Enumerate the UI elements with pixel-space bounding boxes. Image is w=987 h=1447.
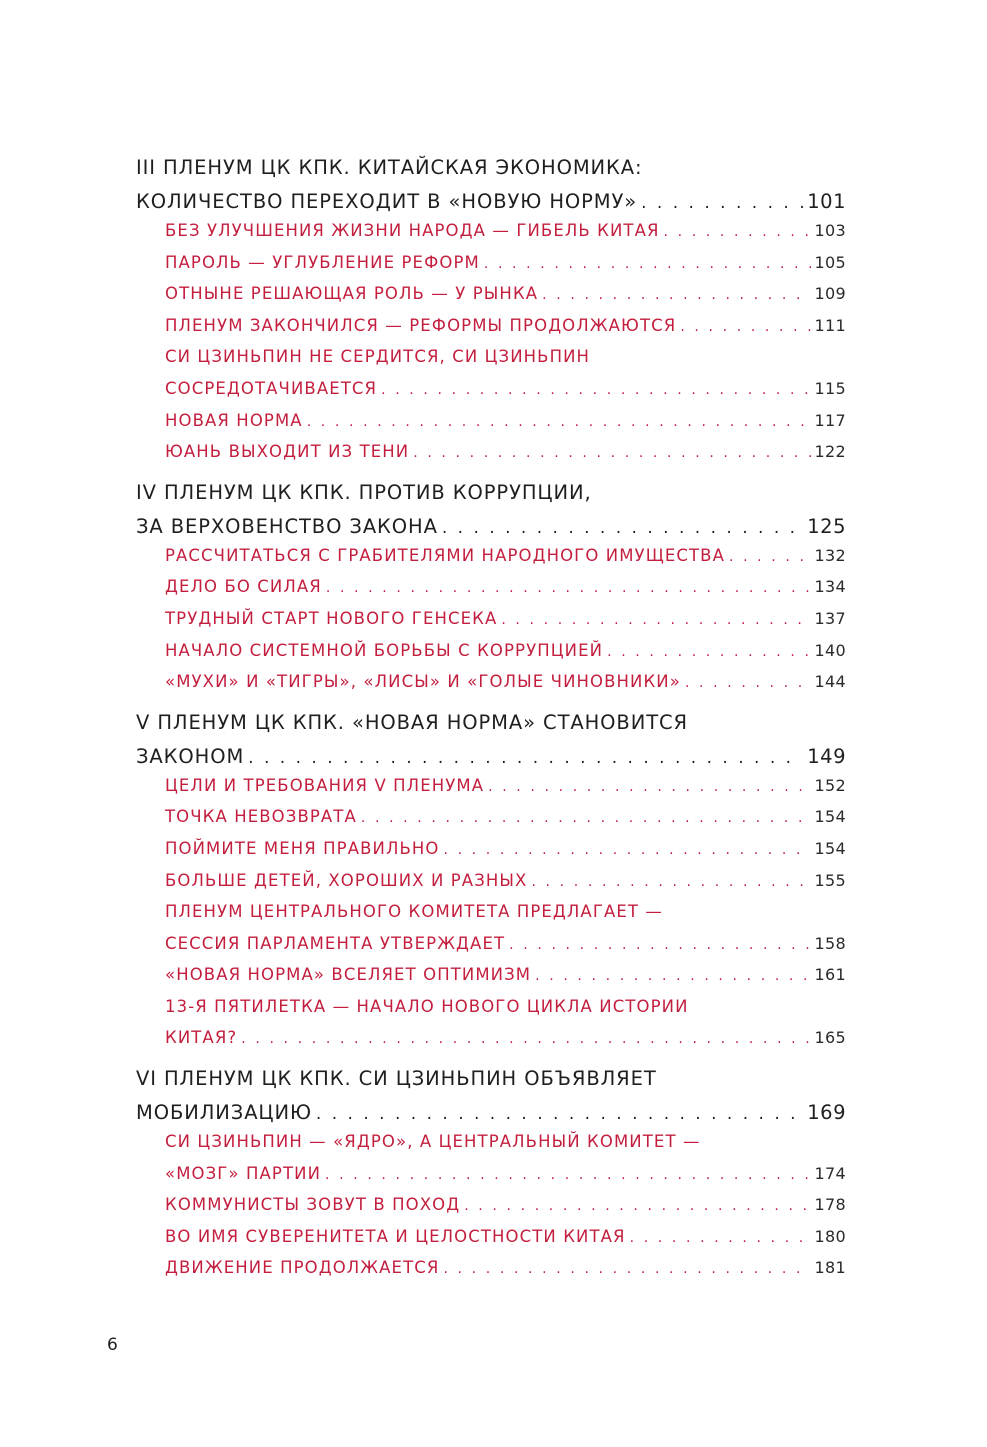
section-title: ЦЕЛИ И ТРЕБОВАНИЯ V ПЛЕНУМА bbox=[165, 775, 485, 795]
dot-leader bbox=[443, 842, 810, 858]
dot-leader bbox=[509, 937, 810, 953]
toc-section[interactable] bbox=[136, 1258, 846, 1290]
dot-leader bbox=[464, 1198, 810, 1214]
section-page-number: 178 bbox=[814, 1195, 846, 1215]
section-page-number: 174 bbox=[814, 1163, 846, 1183]
chapter-title: КОЛИЧЕСТВО ПЕРЕХОДИТ В «НОВУЮ НОРМУ» bbox=[136, 190, 638, 213]
dot-leader bbox=[484, 256, 811, 272]
dot-leader bbox=[413, 445, 810, 461]
toc-chapter bbox=[136, 481, 846, 704]
chapter-page-number: 149 bbox=[807, 744, 846, 768]
toc-section[interactable] bbox=[136, 1195, 846, 1227]
section-title: ТРУДНЫЙ СТАРТ НОВОГО ГЕНСЕКА bbox=[165, 608, 498, 628]
chapter-title-line bbox=[136, 1067, 846, 1101]
section-title: НОВАЯ НОРМА bbox=[165, 410, 303, 430]
chapter-page-number: 101 bbox=[807, 190, 846, 213]
toc-chapter bbox=[136, 711, 846, 1060]
chapter-title-line bbox=[136, 711, 846, 745]
chapter-title: III ПЛЕНУМ ЦК КПК. КИТАЙСКАЯ ЭКОНОМИКА: bbox=[136, 156, 643, 179]
toc-section[interactable] bbox=[136, 871, 846, 903]
chapter-page-number: 125 bbox=[807, 514, 846, 538]
section-page-number: 111 bbox=[814, 315, 846, 335]
chapter-title: V ПЛЕНУМ ЦК КПК. «НОВАЯ НОРМА» СТАНОВИТСЯ bbox=[136, 710, 688, 734]
section-page-number: 155 bbox=[814, 870, 846, 890]
section-page-number: 152 bbox=[814, 775, 846, 795]
section-page-number: 158 bbox=[814, 933, 846, 953]
section-page-number: 137 bbox=[814, 608, 846, 628]
dot-leader bbox=[381, 382, 810, 398]
toc-section[interactable] bbox=[136, 316, 846, 348]
dot-leader bbox=[442, 518, 803, 538]
section-page-number: 180 bbox=[814, 1226, 846, 1246]
section-title: «МОЗГ» ПАРТИИ bbox=[165, 1163, 322, 1183]
section-page-number: 115 bbox=[814, 378, 846, 398]
toc-section[interactable] bbox=[136, 1164, 846, 1196]
section-title: ВО ИМЯ СУВЕРЕНИТЕТА И ЦЕЛОСТНОСТИ КИТАЯ bbox=[165, 1226, 626, 1246]
section-page-number: 140 bbox=[814, 640, 846, 660]
toc-section[interactable] bbox=[136, 1227, 846, 1259]
section-page-number: 134 bbox=[814, 577, 846, 597]
chapter-title-line bbox=[136, 156, 846, 190]
dot-leader bbox=[531, 874, 810, 890]
toc-section[interactable] bbox=[136, 839, 846, 871]
chapter-title: IV ПЛЕНУМ ЦК КПК. ПРОТИВ КОРРУПЦИИ, bbox=[136, 480, 592, 504]
chapter-title: ЗА ВЕРХОВЕНСТВО ЗАКОНА bbox=[136, 514, 438, 538]
dot-leader bbox=[729, 549, 811, 565]
section-page-number: 144 bbox=[814, 672, 846, 692]
toc-section-line bbox=[136, 997, 846, 1029]
section-title: РАССЧИТАТЬСЯ С ГРАБИТЕЛЯМИ НАРОДНОГО ИМУЩЕСТВА bbox=[165, 545, 725, 565]
chapter-page-number: 169 bbox=[807, 1101, 846, 1125]
toc-section[interactable] bbox=[136, 253, 846, 285]
dot-leader bbox=[607, 644, 810, 660]
section-page-number: 165 bbox=[814, 1028, 846, 1048]
section-page-number: 103 bbox=[814, 221, 846, 240]
section-title: ТОЧКА НЕВОЗВРАТА bbox=[165, 807, 357, 827]
toc-chapter bbox=[136, 156, 846, 474]
toc-section[interactable] bbox=[136, 411, 846, 443]
section-title: 13-Я ПЯТИЛЕТКА — НАЧАЛО НОВОГО ЦИКЛА ИСТОРИИ bbox=[165, 996, 689, 1016]
dot-leader bbox=[361, 810, 811, 826]
section-title: «НОВАЯ НОРМА» ВСЕЛЯЕТ ОПТИМИЗМ bbox=[165, 965, 532, 985]
toc-section[interactable] bbox=[136, 442, 846, 474]
toc-chapter bbox=[136, 1067, 846, 1290]
toc-section[interactable] bbox=[136, 284, 846, 316]
section-title: СОСРЕДОТАЧИВАЕТСЯ bbox=[165, 378, 378, 398]
section-title: ПЛЕНУМ ЗАКОНЧИЛСЯ — РЕФОРМЫ ПРОДОЛЖАЮТСЯ bbox=[165, 315, 677, 335]
chapter-title-line[interactable] bbox=[136, 745, 846, 776]
dot-leader bbox=[641, 193, 803, 213]
dot-leader bbox=[443, 1261, 810, 1277]
toc-section[interactable] bbox=[136, 546, 846, 578]
dot-leader bbox=[316, 1104, 803, 1124]
toc-section-line bbox=[136, 902, 846, 934]
section-page-number: 154 bbox=[814, 838, 846, 858]
toc-section[interactable] bbox=[136, 379, 846, 411]
section-page-number: 122 bbox=[814, 442, 846, 462]
page-number: 6 bbox=[107, 1335, 118, 1355]
section-page-number: 132 bbox=[814, 545, 846, 565]
toc-section[interactable] bbox=[136, 221, 846, 253]
section-title: БЕЗ УЛУЧШЕНИЯ ЖИЗНИ НАРОДА — ГИБЕЛЬ КИТАЯ bbox=[165, 221, 660, 240]
dot-leader bbox=[535, 968, 810, 984]
section-page-number: 117 bbox=[814, 410, 846, 430]
section-title: ПОЙМИТЕ МЕНЯ ПРАВИЛЬНО bbox=[165, 838, 440, 858]
dot-leader bbox=[241, 1031, 810, 1047]
chapter-title-line[interactable] bbox=[136, 190, 846, 221]
toc-section[interactable] bbox=[136, 776, 846, 808]
toc-section[interactable] bbox=[136, 609, 846, 641]
section-page-number: 161 bbox=[814, 965, 846, 985]
toc-section-line bbox=[136, 1132, 846, 1164]
section-title: СИ ЦЗИНЬПИН — «ЯДРО», А ЦЕНТРАЛЬНЫЙ КОМИТЕТ — bbox=[165, 1132, 701, 1152]
section-title: ЮАНЬ ВЫХОДИТ ИЗ ТЕНИ bbox=[165, 442, 410, 462]
toc-section[interactable] bbox=[136, 672, 846, 704]
section-title: ОТНЫНЕ РЕШАЮЩАЯ РОЛЬ — У РЫНКА bbox=[165, 284, 539, 304]
section-page-number: 181 bbox=[814, 1258, 846, 1278]
section-page-number: 109 bbox=[814, 284, 846, 304]
dot-leader bbox=[326, 580, 811, 596]
section-title: БОЛЬШЕ ДЕТЕЙ, ХОРОШИХ И РАЗНЫХ bbox=[165, 870, 528, 890]
dot-leader bbox=[325, 1167, 811, 1183]
chapter-title: ЗАКОНОМ bbox=[136, 744, 245, 768]
dot-leader bbox=[307, 414, 811, 430]
toc-section[interactable] bbox=[136, 934, 846, 966]
toc-section[interactable] bbox=[136, 1028, 846, 1060]
toc-section[interactable] bbox=[136, 641, 846, 673]
dot-leader bbox=[630, 1230, 811, 1246]
dot-leader bbox=[542, 287, 810, 303]
dot-leader bbox=[488, 779, 810, 795]
section-title: НАЧАЛО СИСТЕМНОЙ БОРЬБЫ С КОРРУПЦИЕЙ bbox=[165, 640, 604, 660]
table-of-contents bbox=[136, 156, 846, 1290]
toc-section[interactable] bbox=[136, 965, 846, 997]
toc-section[interactable] bbox=[136, 807, 846, 839]
chapter-title: МОБИЛИЗАЦИЮ bbox=[136, 1101, 312, 1125]
section-title: СЕССИЯ ПАРЛАМЕНТА УТВЕРЖДАЕТ bbox=[165, 933, 506, 953]
chapter-title-line bbox=[136, 481, 846, 515]
section-title: ПЛЕНУМ ЦЕНТРАЛЬНОГО КОМИТЕТА ПРЕДЛАГАЕТ — bbox=[165, 902, 664, 922]
section-title: «МУХИ» И «ТИГРЫ», «ЛИСЫ» И «ГОЛЫЕ ЧИНОВНИКИ» bbox=[165, 672, 681, 692]
section-page-number: 154 bbox=[814, 807, 846, 827]
section-title: КОММУНИСТЫ ЗОВУТ В ПОХОД bbox=[165, 1195, 461, 1215]
chapter-title-line[interactable] bbox=[136, 1101, 846, 1132]
dot-leader bbox=[501, 612, 810, 628]
chapter-title-line[interactable] bbox=[136, 515, 846, 546]
dot-leader bbox=[680, 319, 810, 335]
section-page-number: 105 bbox=[814, 252, 846, 272]
dot-leader bbox=[664, 224, 811, 240]
dot-leader bbox=[685, 675, 811, 691]
section-title: ДВИЖЕНИЕ ПРОДОЛЖАЕТСЯ bbox=[165, 1258, 440, 1278]
dot-leader bbox=[248, 748, 803, 768]
toc-section-line bbox=[136, 347, 846, 379]
section-title: ДЕЛО БО СИЛАЯ bbox=[165, 577, 322, 597]
section-title: ПАРОЛЬ — УГЛУБЛЕНИЕ РЕФОРМ bbox=[165, 252, 480, 272]
toc-section[interactable] bbox=[136, 577, 846, 609]
section-title: КИТАЯ? bbox=[165, 1028, 238, 1048]
chapter-title: VI ПЛЕНУМ ЦК КПК. СИ ЦЗИНЬПИН ОБЪЯВЛЯЕТ bbox=[136, 1067, 657, 1091]
section-title: СИ ЦЗИНЬПИН НЕ СЕРДИТСЯ, СИ ЦЗИНЬПИН bbox=[165, 347, 591, 367]
